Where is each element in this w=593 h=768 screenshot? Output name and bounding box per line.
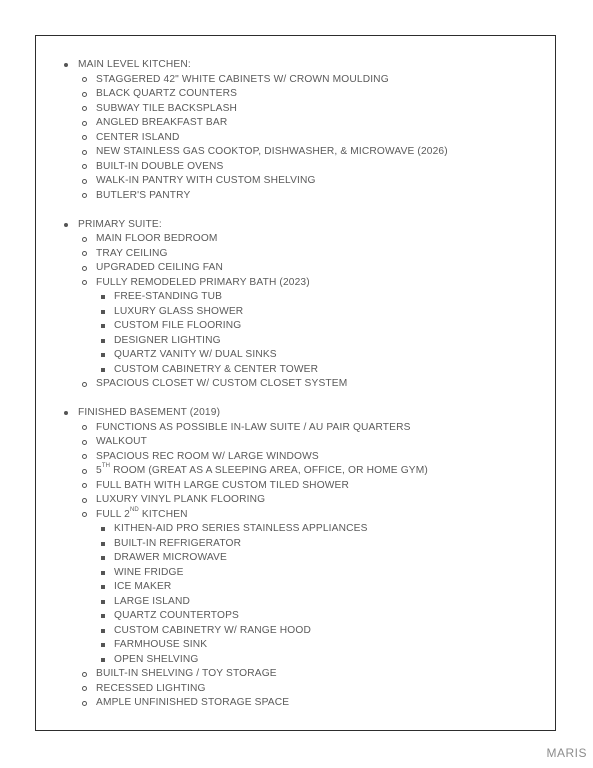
- bullet-icon: [101, 658, 105, 662]
- bullet-icon: [82, 106, 87, 111]
- bullet-icon: [101, 556, 105, 560]
- bullet-icon: [101, 585, 105, 589]
- bullet-icon: [82, 92, 87, 97]
- list-item-text: LUXURY GLASS SHOWER: [114, 305, 244, 317]
- list-item-text: RECESSED LIGHTING: [96, 682, 206, 694]
- list-item-text: ANGLED BREAKFAST BAR: [96, 117, 228, 128]
- list-item-text: TRAY CEILING: [96, 247, 168, 259]
- sub-list-item: [36, 638, 555, 653]
- list-item-text: QUARTZ COUNTERTOPS: [114, 610, 239, 621]
- bullet-icon: [82, 672, 87, 677]
- bullet-icon: [82, 440, 87, 445]
- list-item-text: LARGE ISLAND: [114, 595, 190, 607]
- list-item: [36, 276, 555, 291]
- list-item: [36, 421, 555, 436]
- list-item-text: WALK-IN PANTRY WITH CUSTOM SHELVING: [96, 175, 316, 186]
- list-item-text: CUSTOM FILE FLOORING: [114, 320, 242, 331]
- list-item-text: MAIN FLOOR BEDROOM: [96, 233, 218, 244]
- list-item-prefix: 5: [96, 465, 102, 476]
- list-item: [36, 450, 555, 465]
- bullet-icon: [64, 411, 68, 415]
- bullet-icon: [82, 121, 87, 126]
- list-item-text: DESIGNER LIGHTING: [114, 334, 221, 346]
- bullet-icon: [101, 527, 105, 531]
- section-heading: [36, 58, 555, 73]
- bullet-icon: [64, 223, 68, 227]
- list-item-text: ROOM (GREAT AS A SLEEPING AREA, OFFICE, OR HOME GYM): [110, 465, 428, 476]
- bullet-icon: [82, 686, 87, 691]
- bullet-icon: [82, 483, 87, 488]
- list-item-text: DRAWER MICROWAVE: [114, 552, 227, 563]
- list-item-text: FUNCTIONS AS POSSIBLE IN-LAW SUITE / AU PAIR QUARTERS: [96, 421, 411, 433]
- bullet-icon: [82, 164, 87, 169]
- list-item: [36, 116, 555, 131]
- bullet-icon: [82, 237, 87, 242]
- bullet-icon: [101, 542, 105, 546]
- list-item-text: MAIN LEVEL KITCHEN:: [78, 59, 191, 70]
- list-item-text: STAGGERED 42" WHITE CABINETS W/ CROWN MOULDING: [96, 73, 389, 85]
- list-item: [36, 189, 555, 204]
- list-item-text: AMPLE UNFINISHED STORAGE SPACE: [96, 697, 290, 708]
- bullet-icon: [82, 498, 87, 503]
- sub-list-item: [36, 305, 555, 320]
- sub-list-item: [36, 537, 555, 552]
- list-item-text: CUSTOM CABINETRY & CENTER TOWER: [114, 363, 319, 375]
- document-frame: [35, 35, 556, 731]
- bullet-icon: [82, 150, 87, 155]
- bullet-icon: [82, 266, 87, 271]
- list-item-text: BUILT-IN DOUBLE OVENS: [96, 160, 224, 172]
- list-item-text: OPEN SHELVING: [114, 653, 199, 665]
- list-item-text: FARMHOUSE SINK: [114, 639, 208, 650]
- bullet-icon: [82, 469, 87, 474]
- section-heading: [36, 218, 555, 233]
- list-item-text: WALKOUT: [96, 436, 148, 447]
- list-item: [36, 261, 555, 276]
- list-item: [36, 682, 555, 697]
- list-item: [36, 87, 555, 102]
- sub-list-item: [36, 319, 555, 334]
- list-item-text: UPGRADED CEILING FAN: [96, 262, 223, 273]
- bullet-icon: [101, 295, 105, 299]
- list-item-text: CENTER ISLAND: [96, 131, 180, 143]
- sub-list-item: [36, 522, 555, 537]
- list-item-text: QUARTZ VANITY W/ DUAL SINKS: [114, 349, 277, 360]
- list-item: [36, 247, 555, 262]
- bullet-icon: [82, 512, 87, 517]
- sub-list-item: [36, 348, 555, 363]
- list-item: [36, 435, 555, 450]
- bullet-icon: [101, 339, 105, 343]
- list-item: [36, 667, 555, 682]
- list-item: [36, 131, 555, 146]
- sub-list-item: [36, 363, 555, 378]
- bullet-icon: [82, 135, 87, 140]
- ordinal-superscript: ND: [129, 506, 139, 513]
- list-item: [36, 102, 555, 117]
- list-item-text: PRIMARY SUITE:: [78, 218, 162, 230]
- list-item-text: CUSTOM CABINETRY W/ RANGE HOOD: [114, 624, 311, 636]
- list-item: [36, 479, 555, 494]
- bullet-icon: [82, 77, 87, 82]
- list-item: [36, 696, 555, 711]
- list-item-text: BUTLER'S PANTRY: [96, 189, 191, 201]
- sub-list-item: [36, 290, 555, 305]
- list-item-text: SUBWAY TILE BACKSPLASH: [96, 102, 238, 114]
- list-item-text: ICE MAKER: [114, 581, 172, 592]
- list-item-text: SPACIOUS REC ROOM W/ LARGE WINDOWS: [96, 450, 319, 462]
- maris-watermark: MARIS: [546, 746, 587, 760]
- list-item-text: NEW STAINLESS GAS COOKTOP, DISHWASHER, & MICROWAVE (2026): [96, 146, 448, 157]
- bullet-icon: [82, 701, 87, 706]
- list-item-text: KITCHEN: [138, 508, 188, 520]
- list-item-text: FULL BATH WITH LARGE CUSTOM TILED SHOWER: [96, 479, 349, 491]
- sub-list-item: [36, 580, 555, 595]
- list-item-text: KITHEN-AID PRO SERIES STAINLESS APPLIANCES: [114, 523, 368, 534]
- section-spacer: [36, 392, 555, 407]
- list-item-prefix: FULL 2: [96, 508, 130, 520]
- list-item: [36, 160, 555, 175]
- list-item-text: FULLY REMODELED PRIMARY BATH (2023): [96, 276, 310, 288]
- list-item-text: FREE-STANDING TUB: [114, 291, 223, 302]
- list-item-text: LUXURY VINYL PLANK FLOORING: [96, 494, 266, 505]
- list-item-text: BUILT-IN REFRIGERATOR: [114, 537, 242, 549]
- sub-list-item: [36, 595, 555, 610]
- bullet-icon: [64, 63, 68, 67]
- sub-list-item: [36, 624, 555, 639]
- bullet-icon: [101, 353, 105, 357]
- list-item: [36, 493, 555, 508]
- list-item: [36, 73, 555, 88]
- list-item-text: SPACIOUS CLOSET W/ CUSTOM CLOSET SYSTEM: [96, 378, 348, 389]
- bullet-icon: [101, 600, 105, 604]
- sub-list-item: [36, 551, 555, 566]
- bullet-icon: [101, 614, 105, 618]
- sub-list-item: [36, 566, 555, 581]
- list-item: [36, 232, 555, 247]
- sub-list-item: [36, 334, 555, 349]
- bullet-icon: [82, 251, 87, 256]
- bullet-icon: [82, 193, 87, 198]
- section-spacer: [36, 203, 555, 218]
- bullet-icon: [82, 382, 87, 387]
- list-item: [36, 145, 555, 160]
- bullet-icon: [101, 310, 105, 314]
- section-heading: [36, 406, 555, 421]
- bullet-icon: [101, 643, 105, 647]
- feature-list: [36, 58, 555, 711]
- list-item-text: WINE FRIDGE: [114, 566, 184, 578]
- list-item-text: BUILT-IN SHELVING / TOY STORAGE: [96, 668, 277, 679]
- list-item: [36, 174, 555, 189]
- bullet-icon: [101, 571, 105, 575]
- sub-list-item: [36, 653, 555, 668]
- list-item: [36, 464, 555, 479]
- sub-list-item: [36, 609, 555, 624]
- ordinal-superscript: TH: [101, 463, 111, 469]
- bullet-icon: [82, 179, 87, 184]
- bullet-icon: [101, 629, 105, 633]
- bullet-icon: [82, 280, 87, 285]
- bullet-icon: [101, 368, 105, 372]
- bullet-icon: [82, 454, 87, 459]
- bullet-icon: [82, 425, 87, 430]
- list-item: [36, 377, 555, 392]
- list-item: [36, 508, 555, 523]
- list-item-text: BLACK QUARTZ COUNTERS: [96, 88, 238, 99]
- bullet-icon: [101, 324, 105, 328]
- list-item-text: FINISHED BASEMENT (2019): [78, 407, 221, 418]
